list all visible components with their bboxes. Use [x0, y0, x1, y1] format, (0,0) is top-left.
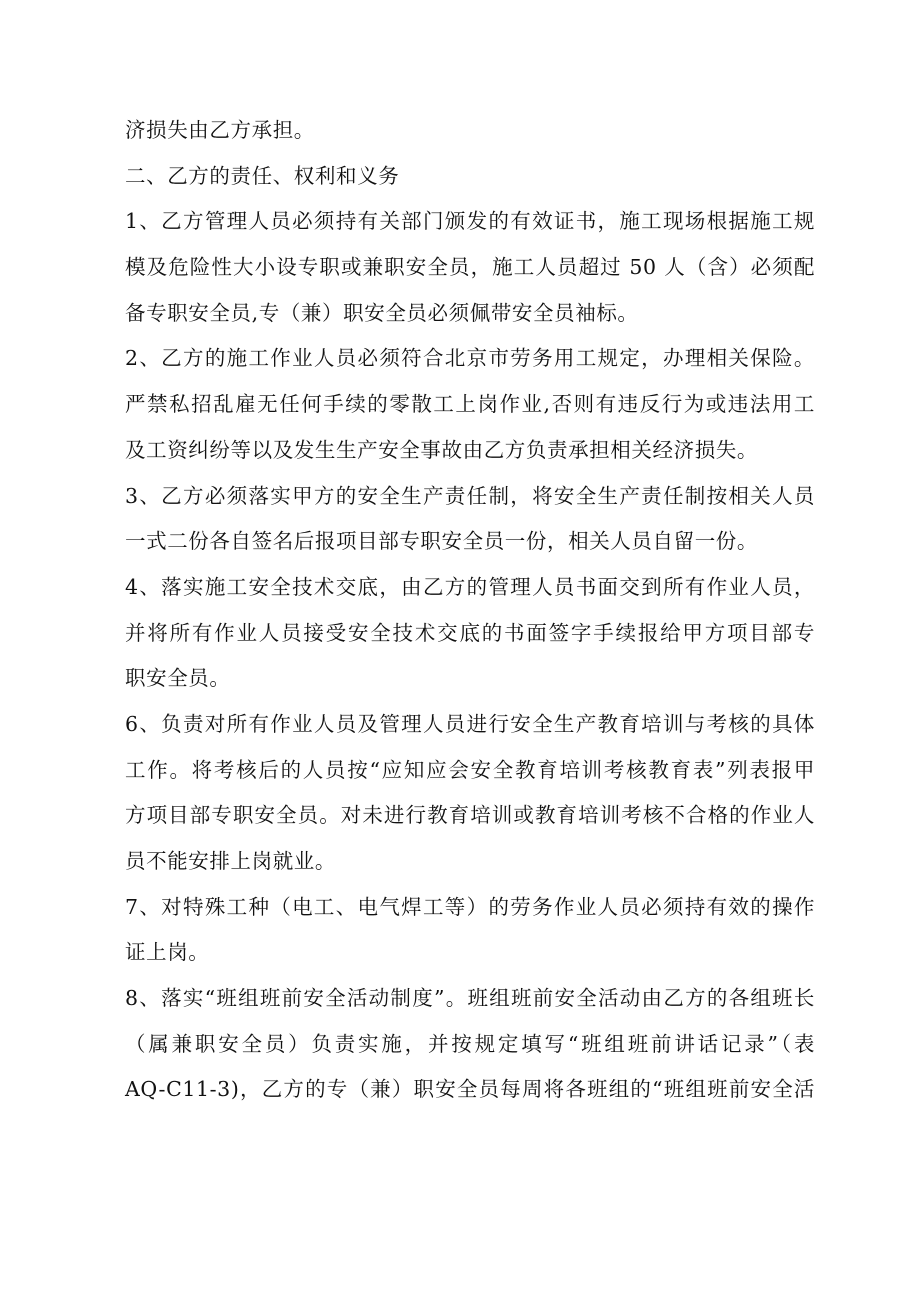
- text-line: 2、乙方的施工作业人员必须符合北京市劳务用工规定，办理相关保险。: [125, 346, 815, 371]
- text-line: 4、落实施工安全技术交底，由乙方的管理人员书面交到所有作业人员，: [125, 574, 815, 599]
- text-line: 员不能安排上岗就业。: [125, 849, 336, 873]
- text-line: 严禁私招乱雇无任何手续的零散工上岗作业,否则有违反行为或违法用工: [125, 392, 815, 417]
- text-line: 方项目部专职安全员。对未进行教育培训或教育培训考核不合格的作业人: [125, 803, 815, 828]
- text-line: （属兼职安全员）负责实施，并按规定填写“班组班前讲话记录”（表: [125, 1031, 815, 1056]
- text-line: 6、负责对所有作业人员及管理人员进行安全生产教育培训与考核的具体: [125, 711, 815, 736]
- text-line: 1、乙方管理人员必须持有关部门颁发的有效证书，施工现场根据施工规: [125, 209, 815, 234]
- text-line: 济损失由乙方承担。: [125, 118, 315, 142]
- text-line: 一式二份各自签名后报项目部专职安全员一份，相关人员自留一份。: [125, 529, 758, 554]
- section-heading: 二、乙方的责任、权利和义务: [125, 163, 400, 188]
- text-line: 工作。将考核后的人员按“应知应会安全教育培训考核教育表”列表报甲: [125, 757, 815, 782]
- text-line: 及工资纠纷等以及发生生产安全事故由乙方负责承担相关经济损失。: [125, 437, 758, 462]
- text-line: 证上岗。: [125, 940, 210, 965]
- document-body: [125, 108, 815, 1113]
- text-line: 备专职安全员,专（兼）职安全员必须佩带安全员袖标。: [125, 300, 639, 325]
- text-line: 8、落实“班组班前安全活动制度”。班组班前安全活动由乙方的各组班长: [125, 986, 815, 1011]
- text-line: 7、对特殊工种（电工、电气焊工等）的劳务作业人员必须持有效的操作: [125, 894, 815, 919]
- text-line: AQ-C11-3)，乙方的专（兼）职安全员每周将各班组的“班组班前安全活: [125, 1077, 815, 1102]
- text-line: 3、乙方必须落实甲方的安全生产责任制，将安全生产责任制按相关人员: [125, 483, 815, 508]
- text-line: 职安全员。: [125, 666, 231, 691]
- text-line: 并将所有作业人员接受安全技术交底的书面签字手续报给甲方项目部专: [125, 620, 815, 645]
- text-line: 模及危险性大小设专职或兼职安全员，施工人员超过 50 人（含）必须配: [125, 255, 815, 280]
